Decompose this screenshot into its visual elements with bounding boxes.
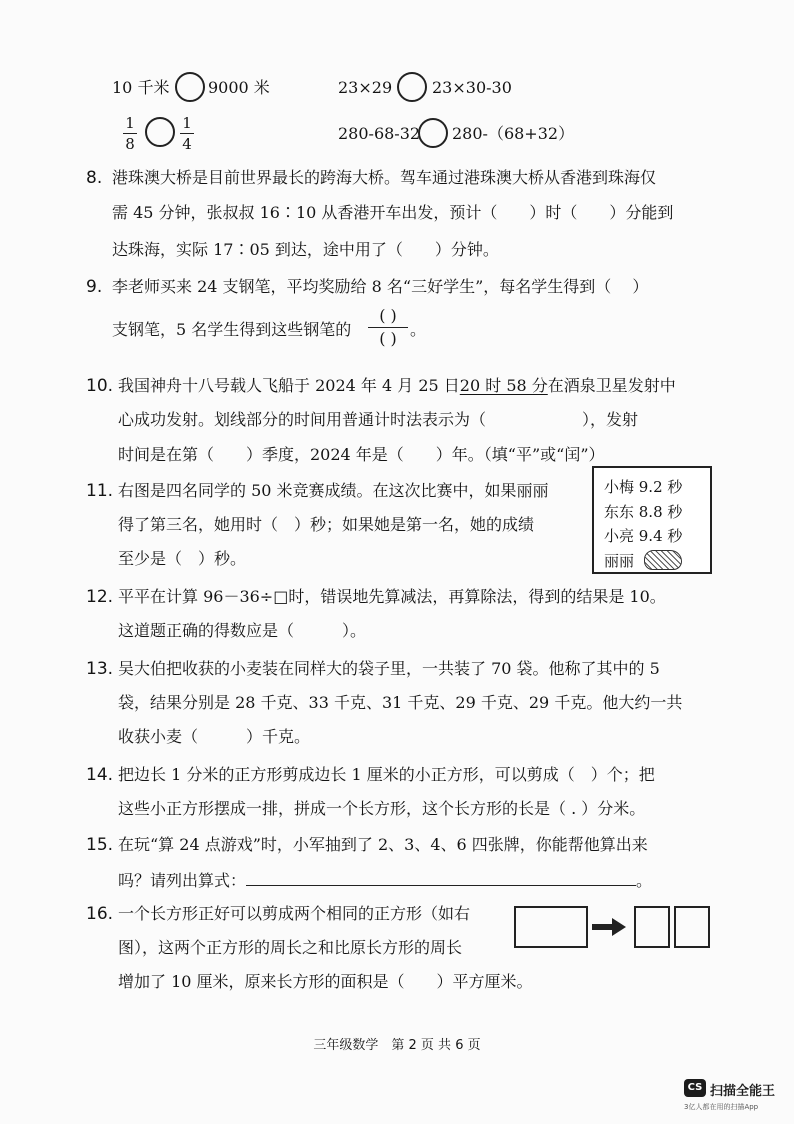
q8-line-2: 需 45 分钟，张叔叔 16∶10 从香港开车出发，预计（ ）时（ ）分能到	[112, 203, 674, 222]
question-number-10: 10.	[86, 376, 114, 396]
question-number-8: 8.	[86, 168, 103, 188]
compare-circle-2[interactable]	[397, 72, 427, 102]
q12-line-2: 这道题正确的得数应是（ ）。	[118, 621, 367, 640]
q13-line-2: 袋，结果分别是 28 千克、33 千克、31 千克、29 千克、29 千克。他大约一共	[118, 693, 683, 712]
compare-r1-right-b: 23×30-30	[432, 78, 512, 97]
q15-line-2-text: 吗？请列出算式：	[118, 871, 247, 890]
question-number-16: 16.	[86, 904, 114, 924]
brain-scribble-icon	[644, 550, 682, 570]
q10-underlined-time: 20 时 58 分	[459, 376, 548, 395]
score-xiaoliang: 小亮 9.4 秒	[604, 527, 683, 545]
q12-line-1: 平平在计算 96－36÷□时，错误地先算减法，再算除法，得到的结果是 10。	[118, 587, 666, 606]
q16-line-2: 图），这两个正方形的周长之和比原长方形的周长	[118, 938, 463, 957]
score-dongdong: 东东 8.8 秒	[604, 503, 683, 521]
arrow-right-icon	[592, 924, 614, 930]
q9-line-1: 李老师买来 24 支钢笔，平均奖励给 8 名“三好学生”，每名学生得到（ ）	[112, 277, 649, 296]
compare-circle-4[interactable]	[418, 118, 448, 148]
q15-answer-line[interactable]	[246, 869, 636, 886]
score-xiaomei: 小梅 9.2 秒	[604, 478, 683, 496]
question-number-13: 13.	[86, 659, 114, 679]
q13-line-1: 吴大伯把收获的小麦装在同样大的袋子里，一共装了 70 袋。他称了其中的 5	[118, 659, 660, 678]
compare-circle-1[interactable]	[175, 72, 205, 102]
q10-line-3: 时间是在第（ ）季度，2024 年是（ ）年。（填“平”或“闰”）	[118, 445, 605, 464]
fraction-one-eighth	[123, 114, 137, 153]
q15-line-2-end: 。	[636, 871, 653, 890]
fraction-denominator: 8	[125, 135, 135, 153]
compare-r2-right-b: 280-（68+32）	[452, 124, 575, 143]
q9-fraction-numerator: ( )	[379, 306, 397, 325]
fraction-numerator: 1	[182, 114, 192, 132]
square-left	[634, 906, 670, 948]
compare-r1-left-b: 9000 米	[208, 78, 270, 97]
question-number-14: 14.	[86, 765, 114, 785]
fraction-numerator: 1	[125, 114, 135, 132]
q10-line-1-b: 在酒泉卫星发射中	[547, 376, 676, 395]
score-lili-name: 丽丽	[604, 552, 635, 570]
fraction-denominator: 4	[182, 135, 192, 153]
question-number-12: 12.	[86, 587, 114, 607]
q9-blank-fraction[interactable]	[368, 307, 408, 348]
q11-line-2: 得了第三名，她用时（ ）秒；如果她是第一名，她的成绩	[118, 515, 535, 534]
question-number-11: 11.	[86, 481, 114, 501]
camscanner-tagline: 3亿人都在用的扫描App	[684, 1103, 759, 1111]
q14-line-2: 这些小正方形摆成一排，拼成一个长方形，这个长方形的长是（ . ）分米。	[118, 799, 646, 818]
arrow-head-icon	[612, 918, 626, 936]
q9-fraction-denominator: ( )	[379, 329, 397, 348]
q16-line-1: 一个长方形正好可以剪成两个相同的正方形（如右	[118, 904, 471, 923]
q10-line-1-a: 我国神舟十八号载人飞船于 2024 年 4 月 25 日	[118, 376, 460, 395]
q10-line-2: 心成功发射。划线部分的时间用普通计时法表示为（ ），发射	[118, 410, 639, 429]
page-footer: 三年级数学 第 2 页 共 6 页	[313, 1038, 481, 1053]
q9-line-2-end: 。	[410, 320, 427, 339]
q16-line-3: 增加了 10 厘米，原来长方形的面积是（ ）平方厘米。	[118, 972, 533, 991]
q13-line-3: 收获小麦（ ）千克。	[118, 727, 311, 746]
q9-line-2: 支钢笔，5 名学生得到这些钢笔的	[112, 320, 352, 339]
q15-line-1: 在玩“算 24 点游戏”时，小军抽到了 2、3、4、6 四张牌，你能帮他算出来	[118, 835, 648, 854]
compare-r1-right: 23×29	[338, 78, 393, 97]
q11-line-1: 右图是四名同学的 50 米竞赛成绩。在这次比赛中，如果丽丽	[118, 481, 549, 500]
original-rectangle	[514, 906, 588, 948]
q14-line-1: 把边长 1 分米的正方形剪成边长 1 厘米的小正方形，可以剪成（ ）个；把	[118, 765, 655, 784]
q8-line-1: 港珠澳大桥是目前世界最长的跨海大桥。驾车通过港珠澳大桥从香港到珠海仅	[112, 168, 657, 187]
camscanner-name: 扫描全能王	[710, 1084, 776, 1099]
q10-line-1	[118, 376, 676, 396]
fraction-one-fourth	[180, 114, 194, 153]
question-number-15: 15.	[86, 835, 114, 855]
compare-circle-3[interactable]	[145, 117, 175, 147]
compare-r1-left: 10 千米	[112, 78, 170, 97]
question-number-9: 9.	[86, 277, 103, 297]
q8-line-3: 达珠海，实际 17∶05 到达，途中用了（ ）分钟。	[112, 240, 499, 259]
camscanner-logo-icon: CS	[684, 1079, 706, 1097]
q11-line-3: 至少是（ ）秒。	[118, 549, 247, 568]
compare-r2-right: 280-68-32	[338, 124, 421, 143]
q15-line-2	[118, 869, 652, 891]
score-box	[592, 466, 712, 574]
square-right	[674, 906, 710, 948]
